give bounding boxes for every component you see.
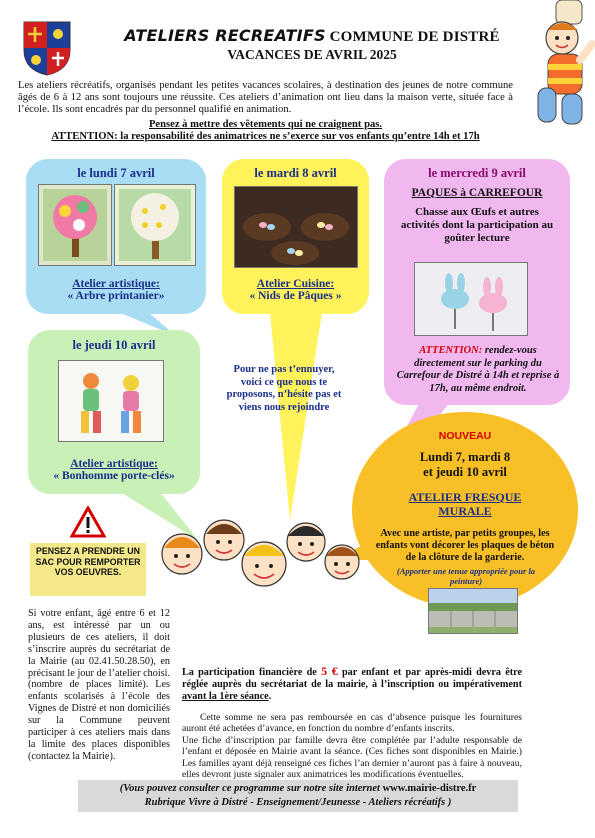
easter-nests-photo-icon: [234, 186, 358, 268]
wednesday-day: le mercredi 9 avril: [428, 166, 526, 180]
warning-icon: [70, 506, 106, 538]
fresque-title: [352, 490, 578, 518]
wednesday-note-text: rendez-vous directement sur le parking du Carrefour de Distré à 14h et reprise à 17h, au même endroit.: [396, 345, 560, 394]
wednesday-desc: Chasse aux Œufs et autres activités dont la participation au goûter lecture: [400, 206, 554, 244]
tuesday-name: « Nids de Pâques »: [249, 290, 342, 302]
fresque-title-1: ATELIER FRESQUE: [408, 490, 522, 504]
wednesday-note: [394, 345, 562, 395]
price-end: .: [268, 690, 272, 702]
new-badge: NOUVEAU: [438, 430, 492, 442]
monday-kind: Atelier artistique:: [72, 278, 160, 290]
children-group-icon: [152, 510, 362, 606]
bunny-bookmarks-photo-icon: [414, 262, 528, 336]
price-deadline: avant la 1ère séance: [182, 690, 269, 702]
tuesday-activity: [222, 278, 369, 302]
fresque-title-2: MURALE: [438, 504, 492, 518]
footer-pre: (Vous pouvez consulter ce programme sur notre site internet: [119, 783, 380, 794]
thursday-name: « Bonhomme porte-clés»: [53, 470, 175, 482]
price-pre: La participation financière de: [182, 667, 317, 678]
concrete-fence-photo-icon: [428, 588, 518, 634]
fresque-days-1: Lundi 7, mardi 8: [419, 450, 511, 464]
refund-paragraph: Cette somme ne sera pas remboursée en cas d’absence puisque les fournitures auront été achetées d’avance, en fonction du nombre d’enfants inscrits.: [182, 712, 522, 735]
thursday-day: le jeudi 10 avril: [72, 338, 156, 352]
monday-day: le lundi 7 avril: [77, 166, 155, 180]
thursday-activity: [28, 458, 200, 482]
keychain-dolls-photo-icon: [58, 360, 164, 442]
title-commune: COMMUNE DE DISTRÉ: [329, 29, 500, 45]
thursday-kind: Atelier artistique:: [70, 458, 158, 470]
website-link[interactable]: www.mairie-distre.fr: [382, 783, 477, 794]
registration-paragraph: Si votre enfant, âgé entre 6 et 12 ans, est intéressé par un ou plusieurs de ces ateliers, il doit s’inscrire auprès du secrétariat de la Mairie (au 02.41.50.28.50), en précisant le jour de l’atelier choisi. (nombre de places limité). Les enfants scolarisés à l’école des Vignes de Distré et non domiciliés sur la Commune peuvent participer à ces ateliers mais dans la limite des places disponibles (contactez la Mairie).: [28, 608, 170, 762]
price-post: par enfant et par après-midi devra être réglée auprès du secrétariat de la mairie, à l’inscription ou impérativement: [182, 667, 522, 690]
monday-name: « Arbre printanier»: [67, 290, 165, 302]
center-invitation: Pour ne pas t’ennuyer, voici ce que nous te proposons, n’hésite pas et viens nous rejoindre: [226, 364, 342, 413]
footer-box: [78, 780, 518, 812]
fresque-days-2: et jeudi 10 avril: [423, 464, 507, 479]
fresque-note: (Apporter une tenue appropriée pour la peinture): [396, 566, 536, 586]
intro-paragraph: Les ateliers récréatifs, organisés pendant les petites vacances scolaires, à destination des jeunes de notre commune âgés de 6 à 12 ans sont toujours une réussite. Ces ateliers d’animation ont lieu dans la maison verte, située face à l’école. Ils sont encadrés par du personnel qualifié en animation.: [18, 80, 513, 116]
bag-reminder: PENSEZ A PRENDRE UN SAC POUR REMPORTER VOS OEUVRES.: [30, 543, 146, 596]
tuesday-kind: Atelier Cuisine:: [256, 278, 335, 290]
fresque-desc: Avec une artiste, par petits groupes, les enfants vont décorer les plaques de béton de la clôture de la garderie.: [375, 528, 555, 563]
clothing-notice: Pensez à mettre des vêtements qui ne craignent pas.: [148, 119, 383, 130]
form-paragraph: Une fiche d’inscription par famille devra être complétée par l’adulte responsable de l’enfant et déposée en Mairie avant la séance. (Ces fiches sont disponibles en Mairie.) Les familles ayant déjà renseigné ces fiches l’an dernier n’auront pas à faire à nouveau, elles devront juste signaler aux animatrices les modifications éventuelles.: [182, 735, 522, 780]
tree-craft-photo-icon: [38, 184, 112, 266]
fresque-days: [352, 450, 578, 479]
price-paragraph: [182, 666, 522, 702]
footer-line-1: [78, 782, 518, 796]
footer-line-2: Rubrique Vivre à Distré - Enseignement/Jeunesse - Ateliers récréatifs ): [144, 797, 452, 808]
tuesday-day: le mardi 8 avril: [254, 166, 337, 180]
responsibility-notice: ATTENTION: la responsabilité des animatrices ne s’exerce sur vos enfants qu’entre 14h et 17h: [51, 131, 480, 142]
title-main: ATELIERS RECREATIFS: [124, 26, 326, 45]
tree-craft-photo-2-icon: [114, 184, 196, 266]
wednesday-attention: ATTENTION:: [419, 345, 483, 356]
page-subtitle: VACANCES DE AVRIL 2025: [227, 47, 397, 62]
monday-activity: [26, 278, 206, 302]
wednesday-title: PAQUES à CARREFOUR: [411, 187, 543, 199]
price-amount: 5 €: [321, 664, 338, 678]
